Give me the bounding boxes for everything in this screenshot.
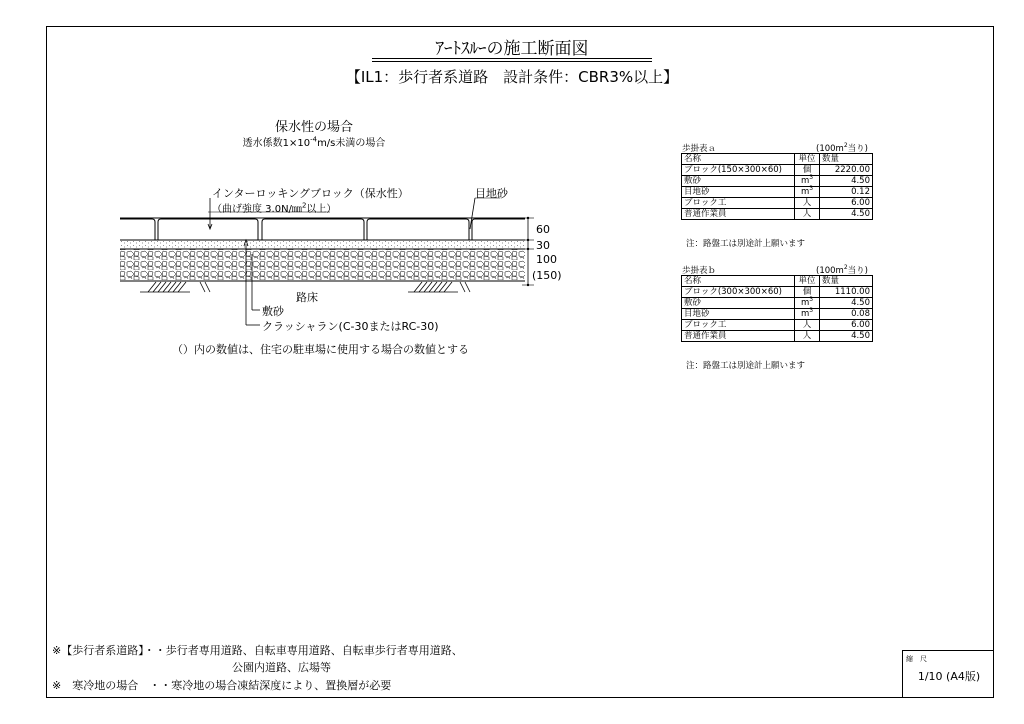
header-name: 名称 [682,276,795,287]
row-unit: 人 [795,331,820,342]
table-b-note: 注：路盤工は別途計上願います [686,361,806,371]
header-name: 名称 [682,154,795,165]
row-qty: 0.12 [820,187,873,198]
subgrade-label: 路床 [296,291,318,304]
table-row [682,165,873,176]
dimension-30: 30 [536,239,550,252]
row-unit: $m^3$ [795,187,820,198]
table-row [682,331,873,342]
row-unit: $m^3$ [795,309,820,320]
row-qty: 4.50 [820,176,873,187]
scale-value: 1/10 (A4版) [917,670,981,683]
row-unit: 個 [795,287,820,298]
dimension-100: 100 [536,253,557,266]
table-header-row [682,154,873,165]
section-heading: 保水性の場合 [274,120,353,135]
block-label: インターロッキングブロック（保水性） [212,187,409,200]
table-row [682,320,873,331]
paren-note: （）内の数値は、住宅の駐車場に使用する場合の数値とする [172,343,469,356]
row-qty: 2220.00 [820,165,873,176]
row-unit: 人 [795,209,820,220]
table-a-unit: ($100m^2$当り) [816,142,868,154]
row-name: 敷砂 [682,176,795,187]
row-name: ブロック(150×300×60) [682,165,795,176]
row-qty: 6.00 [820,198,873,209]
row-name: ブロック工 [682,320,795,331]
header-unit: 単位 [795,154,820,165]
table-a-note: 注：路盤工は別途計上願います [686,239,806,249]
footer-note-3: ※ 寒冷地の場合 ・・寒冷地の場合凍結深度により、置換層が必要 [52,679,392,692]
row-qty: 4.50 [820,331,873,342]
row-name: ブロック工 [682,198,795,209]
table-row [682,309,873,320]
crusher-run-label: クラッシャラン(C-30またはRC-30) [262,320,439,333]
row-qty: 6.00 [820,320,873,331]
row-name: 目地砂 [682,187,795,198]
table-a-caption: 歩掛表ａ [682,144,717,154]
drawing-subtitle: 【IL1：歩行者系道路 設計条件：CBR3%以上】 [345,68,679,86]
footer-note-1: ※【歩行者系道路】・・歩行者専用道路、自転車専用道路、自転車歩行者専用道路、 [52,644,463,657]
table-row [682,209,873,220]
row-name: 普通作業員 [682,209,795,220]
drawing-title: ｱｰﾄｽﾙｰの施工断面図 [435,39,589,59]
table-a [681,153,873,220]
dimension-60: 60 [536,223,550,236]
section-subheading: 透水係数$1\times 10^{-4}m/s$未満の場合 [242,135,386,149]
table-row [682,198,873,209]
table-b [681,275,873,342]
row-unit: $m^3$ [795,298,820,309]
header-unit: 単位 [795,276,820,287]
table-b-unit: ($100m^2$当り) [816,264,868,276]
row-unit: 人 [795,320,820,331]
row-unit: $m^3$ [795,176,820,187]
table-row [682,298,873,309]
scale-label: 縮 尺 [906,655,927,663]
footer-note-2: 公園内道路、広場等 [232,661,331,674]
table-b-caption: 歩掛表ｂ [682,266,717,276]
row-name: 目地砂 [682,309,795,320]
table-row [682,176,873,187]
row-name: 敷砂 [682,298,795,309]
row-name: 普通作業員 [682,331,795,342]
row-name: ブロック(300×300×60) [682,287,795,298]
table-header-row [682,276,873,287]
table-row [682,287,873,298]
row-qty: 4.50 [820,209,873,220]
table-row [682,187,873,198]
row-qty: 1110.00 [820,287,873,298]
joint-sand-label: 目地砂 [475,187,508,200]
strength-label: （曲げ強度 3.0N/㎜$^2$以上） [212,201,337,215]
row-unit: 人 [795,198,820,209]
row-unit: 個 [795,165,820,176]
header-qty: 数量 [820,276,873,287]
header-qty: 数量 [820,154,873,165]
row-qty: 0.08 [820,309,873,320]
row-qty: 4.50 [820,298,873,309]
bedding-sand-label: 敷砂 [262,305,284,318]
dimension-150: (150) [532,269,562,282]
